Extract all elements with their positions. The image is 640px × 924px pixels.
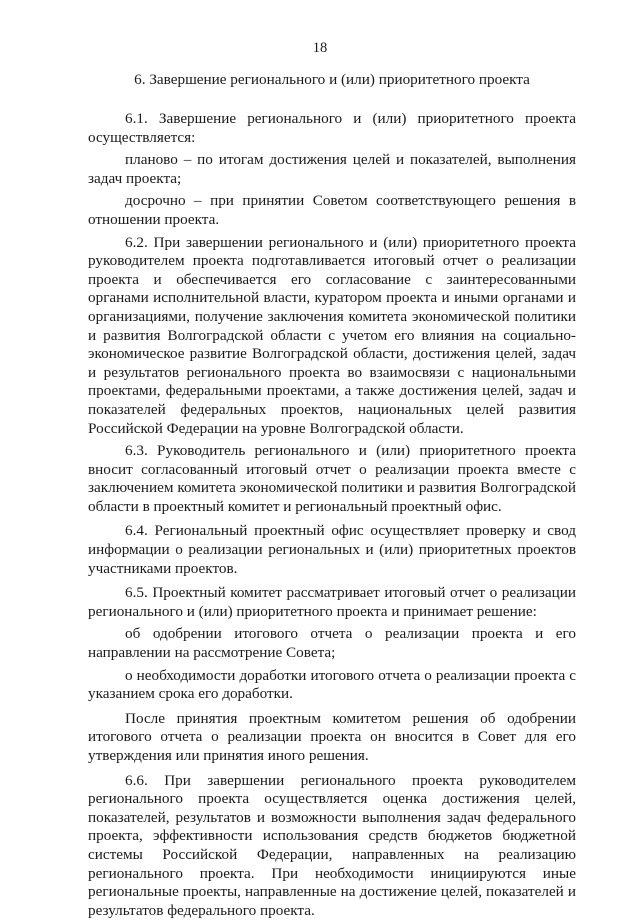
paragraph-after-decision: После принятия проектным комитетом решения об одобрении итогового отчета о реализации проекта он вносится в Совет для его утверждения или принятия иного решения. [88, 709, 576, 764]
section-title: 6. Завершение регионального и (или) приоритетного проекта [134, 71, 530, 88]
paragraph-6-6: 6.6. При завершении регионального проекта руководителем регионального проекта осуществляется оценка достижения целей, показателей, результатов и возможности выполнения задач федерального проекта, эффективности использования средств бюджетов бюджетной системы Российской Федерации, направленных на реализацию регионального проекта. При необходимости инициируются иные региональные проекты, направленные на достижение целей, показателей и результатов федерального проекта. [88, 771, 576, 919]
paragraph-6-4: 6.4. Региональный проектный офис осуществляет проверку и свод информации о реализации региональных и (или) приоритетных проектов участниками проектов. [88, 522, 576, 577]
document-body [88, 110, 576, 924]
paragraph-approval: об одобрении итогового отчета о реализации проекта и его направлении на рассмотрение Совета; [88, 625, 576, 662]
paragraph-planned: планово – по итогам достижения целей и показателей, выполнения задач проекта; [88, 151, 576, 187]
paragraph-early: досрочно – при принятии Советом соответствующего решения в отношении проекта. [88, 192, 576, 228]
paragraph-6-5: 6.5. Проектный комитет рассматривает итоговый отчет о реализации регионального и (или) приоритетного проекта и принимает решение: [88, 584, 576, 620]
paragraph-revision: о необходимости доработки итогового отчета о реализации проекта с указанием срока его доработки. [88, 666, 576, 703]
paragraph-6-2: 6.2. При завершении регионального и (или) приоритетного проекта руководителем проекта подготавливается итоговый отчет о реализации проекта и обеспечивается его согласование с заинтересованными органами исполнительной власти, куратором проекта и иными органами и организациями, получение заключения комитета экономической политики и развития Волгоградской области с учетом его влияния на социально-экономическое развитие Волгоградской области, достижения целей, задач и результатов регионального проекта во взаимосвязи с национальными проектами, федеральными проектами, а также достижения целей, задач и показателей федеральных проектов, национальных целей развития Российской Федерации на уровне Волгоградской области. [88, 233, 576, 437]
page-number: 18 [312, 40, 328, 56]
paragraph-6-3: 6.3. Руководитель регионального и (или) приоритетного проекта вносит согласованный итоговый отчет о реализации проекта вместе с заключением комитета экономической политики и развития Волгоградской области в проектный комитет и региональный проектный офис. [88, 442, 576, 515]
paragraph-6-1: 6.1. Завершение регионального и (или) приоритетного проекта осуществляется: [88, 110, 576, 146]
